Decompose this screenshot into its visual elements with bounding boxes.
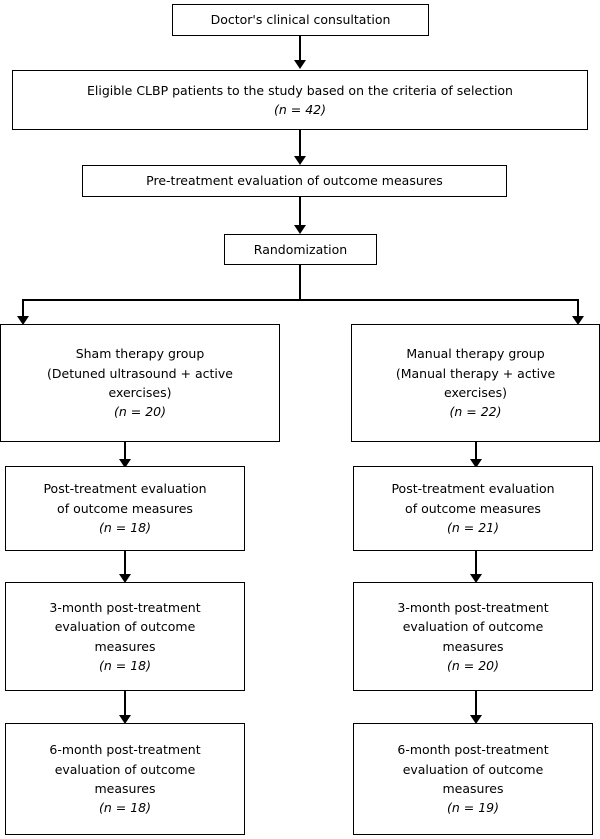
node-line: Post-treatment evaluation	[391, 481, 555, 497]
arrowhead	[294, 156, 306, 165]
node-line: 3-month post-treatment	[49, 599, 201, 615]
node-sham-3month	[5, 582, 245, 691]
node-line: 6-month post-treatment	[397, 742, 549, 758]
node-line: exercises)	[108, 385, 172, 400]
node-line: evaluation of outcome	[402, 761, 544, 777]
connector-manual-3month-to-6month	[475, 691, 477, 718]
node-line: of outcome measures	[405, 500, 541, 516]
node-line-count: (n = 20)	[113, 404, 166, 420]
node-line-count: (n = 19)	[446, 800, 499, 816]
node-line: Manual therapy group	[406, 346, 545, 362]
node-line: evaluation of outcome	[54, 761, 196, 777]
node-sham-group	[0, 324, 280, 442]
connector-randomization-stem	[299, 265, 301, 300]
node-line: Post-treatment evaluation	[43, 481, 207, 497]
node-manual-6month	[353, 723, 593, 835]
node-consultation	[172, 4, 429, 36]
node-line: exercises)	[444, 385, 507, 400]
node-line: 3-month post-treatment	[397, 599, 549, 615]
node-manual-group	[351, 324, 600, 442]
node-line-count: (n = 18)	[98, 520, 151, 536]
node-line: measures	[442, 781, 504, 796]
node-line-count: (n = 22)	[449, 404, 502, 420]
node-line: (Manual therapy + active	[395, 365, 556, 381]
node-line: measures	[442, 638, 504, 654]
node-pre-treatment	[82, 165, 507, 197]
node-line: Pre-treatment evaluation of outcome measures	[146, 173, 443, 189]
node-line: Sham therapy group	[75, 346, 205, 362]
node-manual-post-treatment	[353, 466, 593, 551]
node-sham-post-treatment	[5, 466, 245, 551]
node-manual-3month	[353, 582, 593, 691]
arrowhead	[294, 60, 306, 69]
connector-sham-3month-to-6month	[124, 691, 126, 718]
node-line: evaluation of outcome	[402, 619, 544, 635]
arrowhead	[294, 225, 306, 234]
connector-pretreatment-to-randomization	[299, 197, 301, 227]
node-line: 6-month post-treatment	[49, 742, 201, 758]
node-line: measures	[94, 781, 156, 796]
node-line-count: (n = 18)	[98, 657, 151, 673]
connector-eligible-to-pretreatment	[299, 130, 301, 158]
node-line: evaluation of outcome	[54, 619, 196, 635]
node-randomization	[224, 234, 377, 265]
node-line-count: (n = 21)	[446, 520, 499, 536]
node-line-count: (n = 42)	[273, 102, 326, 117]
node-sham-6month	[5, 723, 245, 835]
node-line: measures	[94, 638, 156, 654]
connector-randomization-split	[22, 299, 578, 301]
node-line-count: (n = 20)	[446, 657, 499, 673]
node-line: of outcome measures	[57, 500, 193, 516]
node-eligible	[12, 70, 588, 130]
node-line: Eligible CLBP patients to the study based on the criteria of selection	[87, 82, 513, 98]
connector-consultation-to-eligible	[299, 36, 301, 62]
node-line: (Detuned ultrasound + active	[47, 365, 233, 381]
node-line: Doctor's clinical consultation	[210, 12, 391, 28]
node-line: Randomization	[253, 241, 348, 257]
node-line-count: (n = 18)	[98, 800, 151, 816]
